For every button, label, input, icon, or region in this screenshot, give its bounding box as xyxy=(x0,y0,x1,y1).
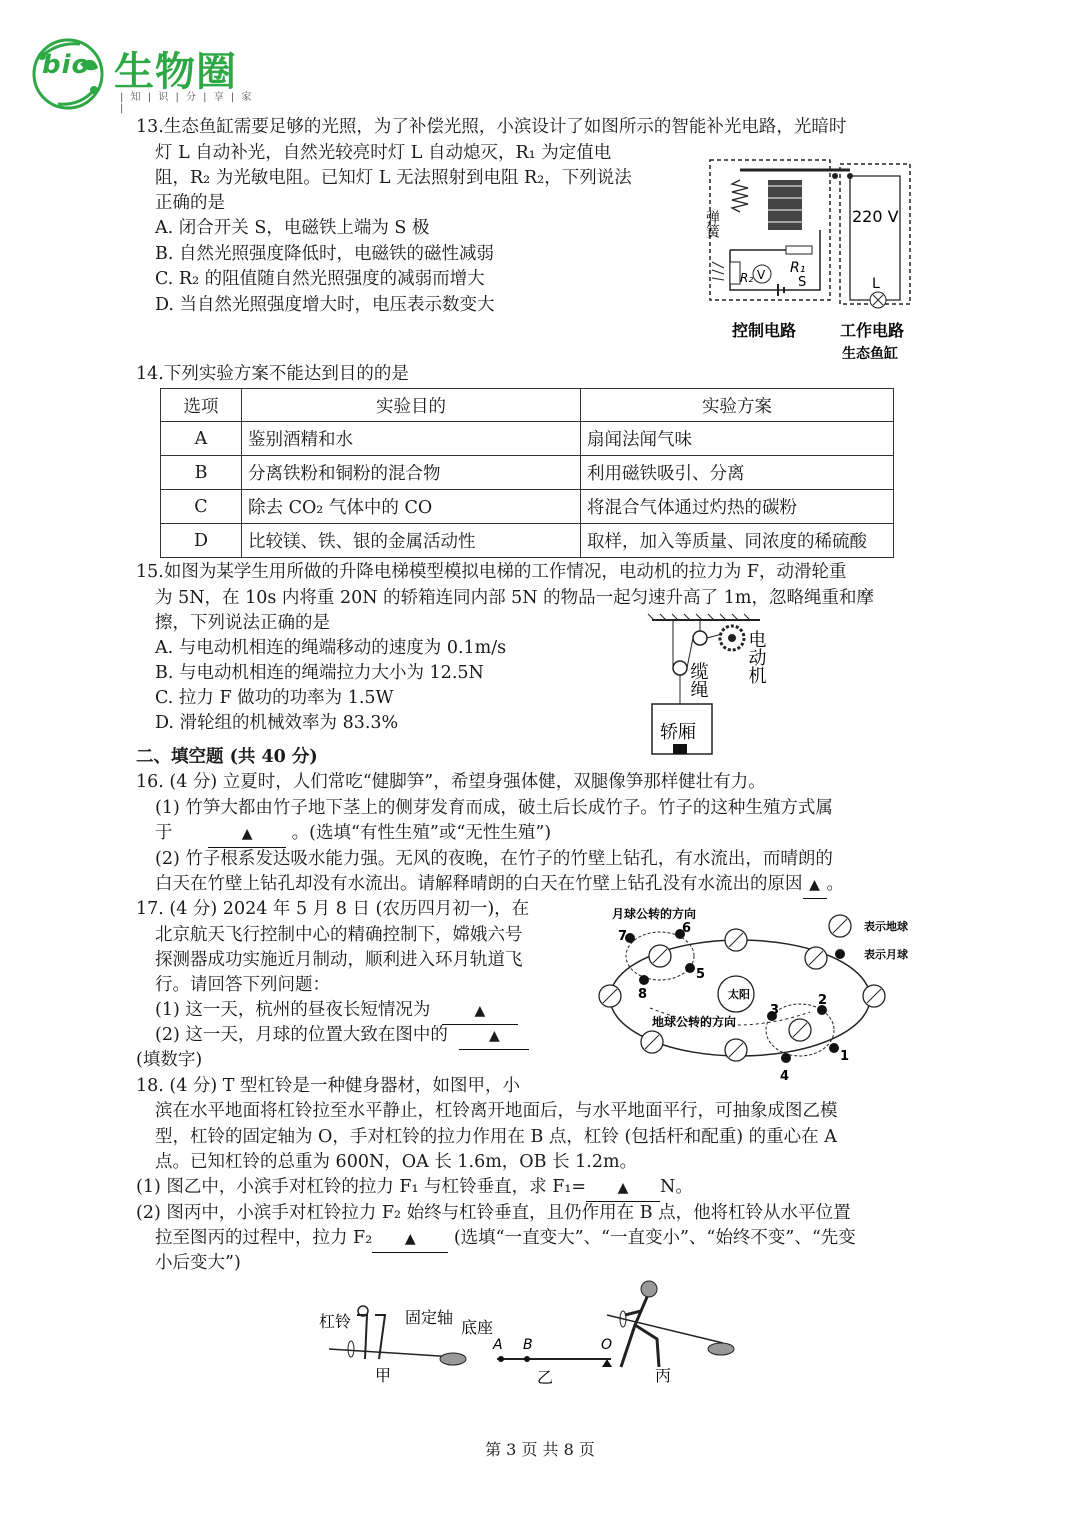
q15-option-a: A. 与电动机相连的绳端移动的速度为 0.1m/s xyxy=(155,638,507,658)
q18-answer-blank-1[interactable] xyxy=(586,1175,660,1202)
q17-line-1: 17. (4 分) 2024 年 5 月 8 日 (农历四月初一)，在 xyxy=(136,899,530,919)
blank-mark-icon: ▲ xyxy=(404,1231,416,1247)
page-footer: 第 3 页 共 8 页 xyxy=(485,1440,595,1459)
q17-line-5-text: (1) 这一天，杭州的昼夜长短情况为 xyxy=(155,1000,431,1020)
q17-line-2: 北京航天飞行控制中心的精确控制下，嫦娥六号 xyxy=(155,925,523,945)
q13-option-a: A. 闭合开关 S，电磁铁上端为 S 极 xyxy=(155,218,430,238)
q18-line-3: 型，杠铃的固定轴为 O，手对杠铃的拉力作用在 B 点，杠铃 (包括杆和配重) 的重心在 A xyxy=(155,1127,837,1147)
q13-r2-label: R₂ xyxy=(740,271,754,285)
q18-barbell-figure xyxy=(315,1275,755,1390)
q15-option-d: D. 滑轮组的机械效率为 83.3% xyxy=(155,713,399,733)
q18-line-4: 点。已知杠铃的总重为 600N，OA 长 1.6m，OB 长 1.2m。 xyxy=(155,1152,638,1172)
q13-line-4: 正确的是 xyxy=(155,193,225,213)
q17-line-6 xyxy=(155,1023,529,1050)
table-cell: A xyxy=(161,422,242,456)
q17-legend-moon: 表示月球 xyxy=(864,948,908,961)
q13-line-3: 阻，R₂ 为光敏电阻。已知灯 L 无法照射到电阻 R₂，下列说法 xyxy=(155,168,632,188)
q14-table xyxy=(160,388,894,558)
q17-line-7: (填数字) xyxy=(136,1050,203,1070)
q17-line-4: 行。请回答下列问题： xyxy=(155,975,330,995)
q13-option-d: D. 当自然光照强度增大时，电压表示数变大 xyxy=(155,295,495,315)
blank-mark-icon: ▲ xyxy=(489,1028,500,1044)
table-cell: 取样，加入等质量、同浓度的稀硫酸 xyxy=(581,524,894,558)
q18-line-5-unit: N。 xyxy=(660,1177,693,1197)
q17-earth-direction-label: 地球公转的方向 xyxy=(652,1015,737,1029)
q13-r1-label: R₁ xyxy=(790,260,806,276)
q15-elevator-figure xyxy=(640,612,780,762)
q18-line-8: 小后变大”) xyxy=(155,1253,241,1273)
q17-num-3: 3 xyxy=(770,1003,780,1018)
q18-axis-label: 固定轴 xyxy=(405,1308,454,1327)
q18-bing-label: 丙 xyxy=(655,1366,672,1385)
table-row xyxy=(161,456,894,490)
q18-o-label: O xyxy=(601,1337,613,1353)
q16-line-5-text: 白天在竹壁上钻孔却没有水流出。请解释晴朗的白天在竹壁上钻孔没有水流出的原因 xyxy=(155,874,803,894)
table-row xyxy=(161,524,894,558)
table-cell: 鉴别酒精和水 xyxy=(242,422,581,456)
q13-option-b: B. 自然光照强度降低时，电磁铁的磁性减弱 xyxy=(155,244,494,264)
q18-barbell-label: 杠铃 xyxy=(319,1312,352,1331)
q17-num-2: 2 xyxy=(818,993,828,1008)
q16-line-3 xyxy=(155,821,551,848)
table-cell: D xyxy=(161,524,242,558)
q18-line-7-text: 拉至图丙的过程中，拉力 F₂ xyxy=(155,1228,373,1248)
q15-line-3: 擦，下列说法正确的是 xyxy=(155,613,330,633)
logo-name: 生物圈 xyxy=(114,49,237,95)
q13-option-c: C. R₂ 的阻值随自然光照强度的减弱而增大 xyxy=(155,269,485,289)
q17-num-7: 7 xyxy=(618,929,628,944)
table-header-plan: 实验方案 xyxy=(581,389,894,422)
table-cell: 利用磁铁吸引、分离 xyxy=(581,456,894,490)
q16-line-2: (1) 竹笋大都由竹子地下茎上的侧芽发育而成，破土后长成竹子。竹子的这种生殖方式属 xyxy=(155,798,833,818)
q18-line-2: 滨在水平地面将杠铃拉至水平静止，杠铃离开地面后，与水平地面平行，可抽象成图乙模 xyxy=(155,1101,838,1121)
q13-spring-label: 弹簧 xyxy=(704,210,720,238)
logo-mark: bio xyxy=(42,50,91,80)
table-header-purpose: 实验目的 xyxy=(242,389,581,422)
q17-num-6: 6 xyxy=(682,921,692,936)
q17-line-6-text: (2) 这一天，月球的位置大致在图中的 xyxy=(155,1025,448,1045)
table-cell: 除去 CO₂ 气体中的 CO xyxy=(242,490,581,524)
q17-num-8: 8 xyxy=(638,987,648,1002)
q13-control-label: 控制电路 xyxy=(732,321,797,340)
q17-legend-earth: 表示地球 xyxy=(864,920,908,933)
q17-num-1: 1 xyxy=(840,1049,850,1064)
table-row xyxy=(161,490,894,524)
q18-yi-label: 乙 xyxy=(537,1368,554,1387)
q18-answer-blank-2[interactable] xyxy=(372,1226,448,1253)
q15-option-b: B. 与电动机相连的绳端拉力大小为 12.5N xyxy=(155,663,484,683)
table-header-option: 选项 xyxy=(161,389,242,422)
q17-answer-blank-2[interactable] xyxy=(459,1023,529,1050)
table-cell: B xyxy=(161,456,242,490)
q17-moon-direction-label: 月球公转的方向 xyxy=(612,907,697,921)
q15-motor-label: 电动机 xyxy=(745,630,767,684)
q16-line-5-end: 。 xyxy=(826,874,844,894)
q17-answer-blank-1[interactable] xyxy=(442,998,518,1025)
table-cell: 将混合气体通过灼热的碳粉 xyxy=(581,490,894,524)
q15-cable-label: 缆绳 xyxy=(687,662,709,698)
q18-jia-label: 甲 xyxy=(375,1366,392,1385)
section-2-title: 二、填空题 (共 40 分) xyxy=(136,747,318,767)
logo-tagline: | 知 | 识 | 分 | 享 | 家 | xyxy=(120,92,254,114)
q18-base-label: 底座 xyxy=(461,1318,494,1337)
q18-line-7-options: (选填“一直变大”、“一直变小”、“始终不变”、“先变 xyxy=(453,1228,856,1248)
q15-option-c: C. 拉力 F 做功的功率为 1.5W xyxy=(155,688,394,708)
q16-line-3-suffix: 。(选填“有性生殖”或“无性生殖”) xyxy=(291,823,552,843)
q18-line-5 xyxy=(136,1175,693,1202)
q18-a-label: A xyxy=(493,1337,503,1353)
q15-car-label: 轿厢 xyxy=(660,722,696,743)
q13-line-2: 灯 L 自动补光，自然光较亮时灯 L 自动熄灭，R₁ 为定值电 xyxy=(155,143,612,163)
blank-mark-icon: ▲ xyxy=(809,877,820,893)
q15-line-1: 15.如图为某学生用所做的升降电梯模型模拟电梯的工作情况，电动机的拉力为 F，动滑轮重 xyxy=(136,562,847,582)
q16-line-1: 16. (4 分) 立夏时，人们常吃“健脚笋”，希望身强体健，双腿像笋那样健壮有力。 xyxy=(136,772,766,792)
q17-line-3: 探测器成功实施近月制动，顺利进入环月轨道飞 xyxy=(155,950,523,970)
q18-line-6: (2) 图丙中，小滨手对杠铃拉力 F₂ 始终与杠铃垂直，且仍作用在 B 点，他将杠铃从水平位置 xyxy=(136,1203,851,1223)
q14-stem: 14.下列实验方案不能达到目的的是 xyxy=(136,364,409,384)
table-header-row xyxy=(161,389,894,422)
q13-circuit-figure xyxy=(700,150,920,365)
q13-work-label: 工作电路 xyxy=(840,321,905,340)
blank-mark-icon: ▲ xyxy=(241,826,253,842)
q16-answer-blank-1[interactable] xyxy=(208,821,286,848)
q18-line-5-text: (1) 图乙中，小滨手对杠铃的拉力 F₁ 与杠铃垂直，求 F₁= xyxy=(136,1177,587,1197)
table-cell: 分离铁粉和铜粉的混合物 xyxy=(242,456,581,490)
q17-sun-label: 太阳 xyxy=(728,988,750,1001)
q13-tank-label: 生态鱼缸 xyxy=(842,346,898,362)
blank-mark-icon: ▲ xyxy=(474,1003,486,1019)
q17-orbit-figure xyxy=(590,900,920,1090)
q13-v-label: V xyxy=(757,268,766,282)
q16-line-4: (2) 竹子根系发达吸水能力强。无风的夜晚，在竹子的竹壁上钻孔，有水流出，而晴朗的 xyxy=(155,849,833,869)
q17-line-5 xyxy=(155,998,518,1025)
q13-s-label: S xyxy=(798,275,807,290)
q16-line-5 xyxy=(155,872,844,899)
table-row xyxy=(161,422,894,456)
blank-mark-icon: ▲ xyxy=(617,1180,629,1196)
q16-answer-blank-2[interactable] xyxy=(803,872,827,899)
q15-line-2: 为 5N，在 10s 内将重 20N 的轿箱连同内部 5N 的物品一起匀速升高了 1m，忽略绳重和摩 xyxy=(155,588,874,608)
q17-num-5: 5 xyxy=(696,967,706,982)
q13-l-label: L xyxy=(872,276,880,292)
logo xyxy=(28,34,258,114)
q18-b-label: B xyxy=(523,1337,533,1353)
table-cell: 比较镁、铁、银的金属活动性 xyxy=(242,524,581,558)
q13-line-1: 13.生态鱼缸需要足够的光照，为了补偿光照，小滨设计了如图所示的智能补光电路，光暗时 xyxy=(136,117,847,137)
q17-num-4: 4 xyxy=(780,1069,790,1084)
table-cell: 扇闻法闻气味 xyxy=(581,422,894,456)
table-cell: C xyxy=(161,490,242,524)
q18-line-7 xyxy=(155,1226,856,1253)
q13-voltage-label: 220 V xyxy=(852,207,899,226)
q18-line-1: 18. (4 分) T 型杠铃是一种健身器材，如图甲，小 xyxy=(136,1076,521,1096)
q16-line-3-prefix: 于 xyxy=(155,823,173,843)
